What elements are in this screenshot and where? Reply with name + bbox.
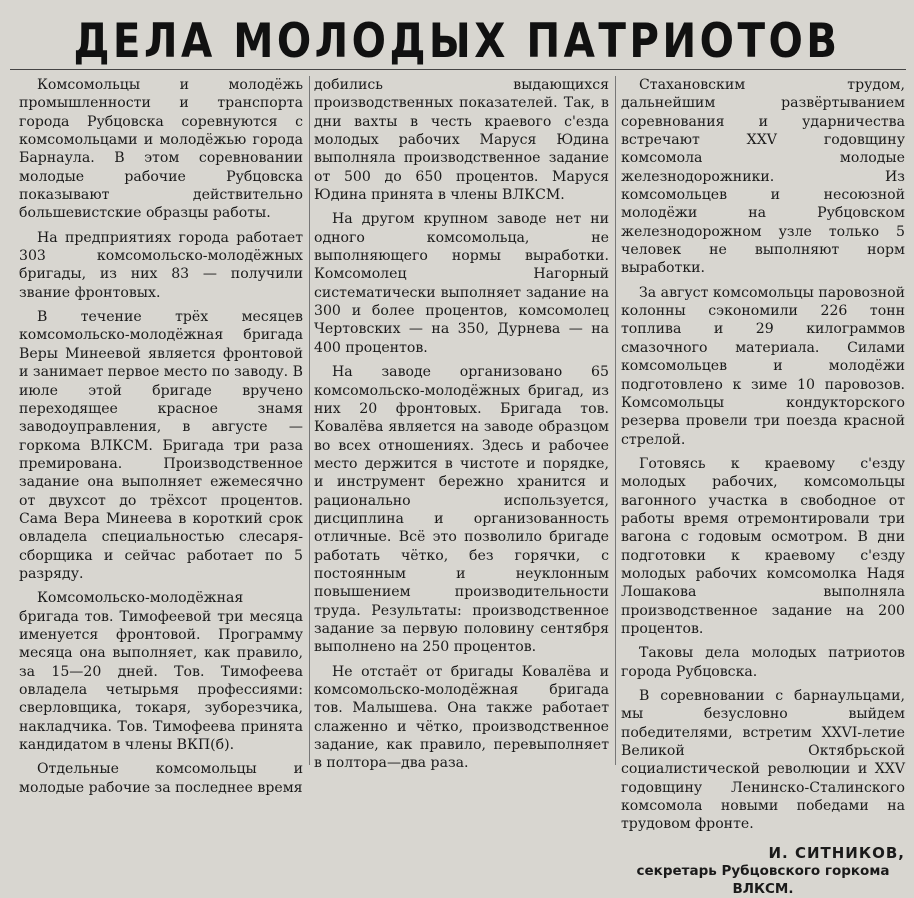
column-2 bbox=[314, 76, 609, 779]
column-divider-2 bbox=[615, 76, 616, 765]
signature-role: секретарь Рубцовского горкома ВЛКСМ. bbox=[636, 863, 890, 898]
paragraph: Готовясь к краевому с'езду молодых рабочих, комсомольцы вагонного участка в свободное от работы время отремонтировали три вагона с годовым осмотром. В дни подготовки к краевому с'езду молодых рабочих комсомолка Надя Лошакова выполняла производственное задание на 200 процентов. bbox=[621, 455, 905, 637]
paragraph: Не отстаёт от бригады Ковалёва и комсомольско-молодёжная бригада тов. Малышева. Она также работает слаженно и чётко, производственное задание, как правило, перевыполняет в полтора—два раза. bbox=[314, 663, 609, 772]
paragraph: Комсомольцы и молодёжь промышленности и транспорта города Рубцовска соревнуются с комсомольцами и молодёжью города Барнаула. В этом соревновании молодые рабочие Рубцовска показывают действительно большевистские образцы работы. bbox=[19, 77, 303, 222]
column-3 bbox=[621, 76, 905, 898]
paragraph: добились выдающихся производственных показателей. Так, в дни вахты в честь краевого с'езда молодых рабочих Маруся Юдина выполняла производственное задание от 500 до 650 процентов. Маруся Юдина принята в члены ВЛКСМ. bbox=[314, 77, 609, 204]
signature-name: И. СИТНИКОВ, bbox=[768, 843, 905, 862]
paragraph: В соревновании с барнаульцами, мы безусловно выйдем победителями, встретим XXVI-летие Великой Октябрьской социалистической революции и XXV годовщину Ленинско-Сталинского комсомола новыми победами на трудовом фронте. bbox=[621, 688, 905, 833]
paragraph: За август комсомольцы паровозной колонны сэкономили 226 тонн топлива и 29 килограммов смазочного материала. Силами комсомольцев и молодёжи подготовлено к зиме 10 паровозов. Комсомольцы кондукторского резерва провели три поезда красной стрелой. bbox=[621, 284, 905, 448]
paragraph: На предприятиях города работает 303 комсомольско-молодёжных бригады, из них 83 — получили звание фронтовых. bbox=[19, 229, 303, 301]
column-divider-1 bbox=[309, 76, 310, 765]
paragraph: Комсомольско-молодёжная бригада тов. Тимофеевой три месяца именуется фронтовой. Программу месяца она выполняет, как правило, за 15—20 дней. Тов. Тимофеева овладела четырьмя профессиями: сверловщика, токаря, зуборезчика, накладчика. Тов. Тимофеева принята кандидатом в члены ВКП(б). bbox=[19, 590, 303, 754]
paragraph: Стахановским трудом, дальнейшим развёртыванием соревнования и ударничества встречают XXV годовщину комсомола молодые железнодорожники. Из комсомольцев и несоюзной молодёжи на Рубцовском железнодорожном узле только 5 человек не выполняют норм выработки. bbox=[621, 77, 905, 277]
column-1 bbox=[19, 76, 303, 803]
paragraph: На заводе организовано 65 комсомольско-молодёжных бригад, из них 20 фронтовых. Бригада тов. Ковалёва является на заводе образцом во всех отношениях. Здесь и рабочее место держится в чистоте и порядке, и инструмент бережно хранится и рационально используется, дисциплина и организованность отличные. Всё это позволило бригаде работать чётко, без горячки, с постоянным и неуклонным повышением производительности труда. Результаты: производственное задание за первую половину сентября выполнено на 250 процентов. bbox=[314, 364, 609, 656]
paragraph: Таковы дела молодых патриотов города Рубцовска. bbox=[621, 645, 905, 680]
paragraph: В течение трёх месяцев комсомольско-молодёжная бригада Веры Минеевой является фронтовой и занимает первое место по заводу. В июле этой бригаде вручено переходящее красное знамя заводоуправления, в августе — горкома ВЛКСМ. Бригада три раза премирована. Производственное задание она выполняет ежемесячно от двухсот до трёхсот процентов. Сама Вера Минеева в короткий срок овладела специальностью слесаря-сборщика и сейчас работает по 5 разряду. bbox=[19, 309, 303, 582]
paragraph: Отдельные комсомольцы и молодые рабочие за последнее время bbox=[19, 761, 303, 796]
title-divider bbox=[10, 69, 906, 70]
article-title: ДЕЛА МОЛОДЫХ ПАТРИОТОВ bbox=[73, 14, 841, 69]
paragraph: На другом крупном заводе нет ни одного комсомольца, не выполняющего нормы выработки. Комсомолец Нагорный систематически выполняет задание на 300 и более процентов, комсомолец Чертовских — на 350, Дурнева — на 400 процентов. bbox=[314, 211, 609, 356]
